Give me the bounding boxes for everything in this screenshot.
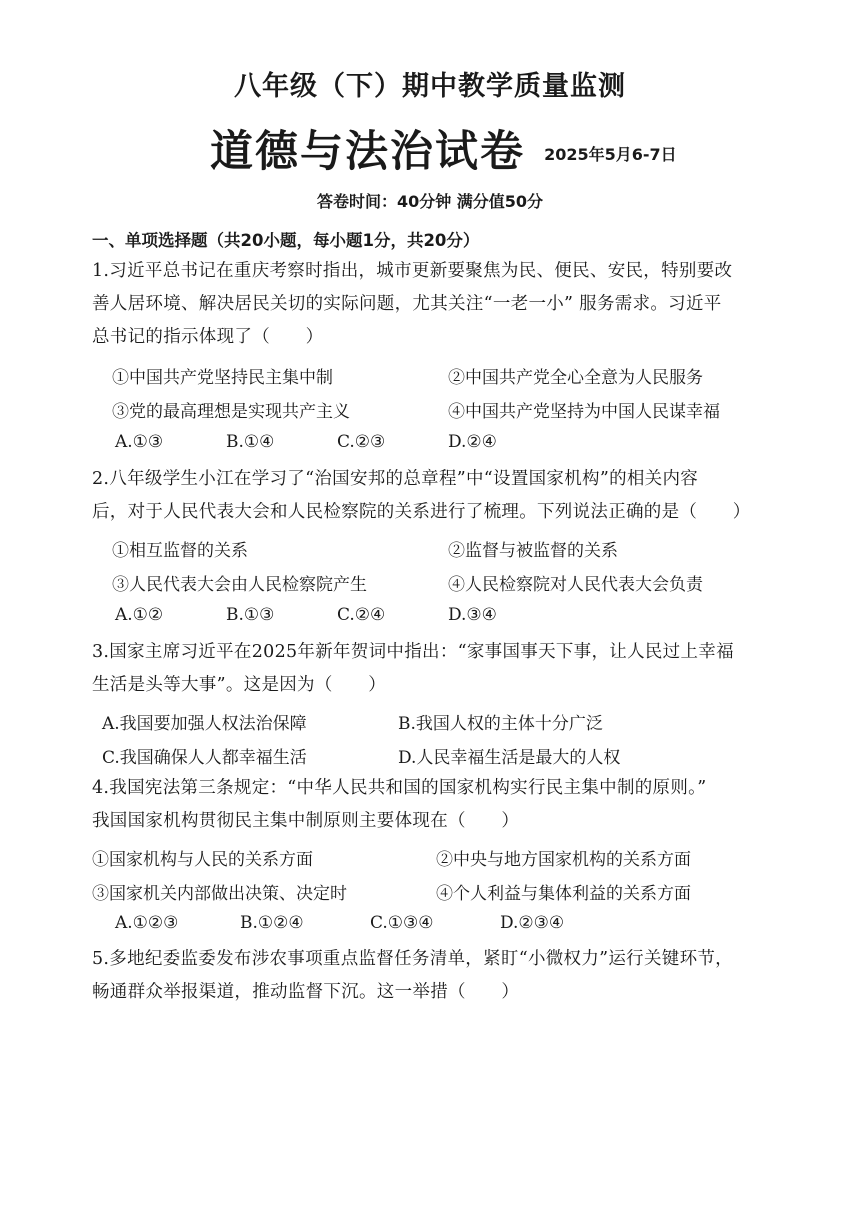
section-heading: 一、单项选择题（共20小题，每小题1分，共20分） — [92, 231, 480, 250]
choice: D.②③④ — [500, 913, 565, 933]
statement: ③国家机关内部做出决策、决定时 — [92, 884, 347, 904]
statement: ①相互监督的关系 — [112, 541, 248, 561]
statement: ④人民检察院对人民代表大会负责 — [448, 575, 703, 595]
choice: D.②④ — [448, 432, 497, 452]
choice: C.②④ — [337, 605, 386, 625]
choice: B.我国人权的主体十分广泛 — [398, 714, 603, 734]
choice: B.①④ — [226, 432, 275, 452]
question-4-stem — [92, 772, 792, 838]
exam-time-info: 答卷时间：40分钟 满分值50分 — [316, 192, 544, 211]
stem-line: 3.国家主席习近平在2025年新年贺词中指出：“家事国事天下事，让人民过上幸福 — [92, 642, 734, 662]
stem-line: 生活是头等大事”。这是因为（ ） — [92, 675, 387, 695]
statement: ②监督与被监督的关系 — [448, 541, 618, 561]
question-1-stem — [92, 255, 792, 354]
exam-date: 2025年5月6-7日 — [544, 145, 677, 164]
question-3-stem — [92, 636, 792, 702]
statement: ④个人利益与集体利益的关系方面 — [436, 884, 691, 904]
choice: C.我国确保人人都幸福生活 — [102, 748, 307, 768]
statement: ③党的最高理想是实现共产主义 — [112, 402, 350, 422]
choice: C.②③ — [337, 432, 386, 452]
stem-line: 1.习近平总书记在重庆考察时指出，城市更新要聚焦为民、便民、安民，特别要改 — [92, 261, 733, 281]
exam-title: 道德与法治试卷 — [210, 127, 525, 177]
stem-line: 畅通群众举报渠道，推动监督下沉。这一举措（ ） — [92, 982, 520, 1002]
statement: ②中国共产党全心全意为人民服务 — [448, 368, 703, 388]
statement: ①国家机构与人民的关系方面 — [92, 850, 313, 870]
choice: A.①③ — [115, 432, 164, 452]
choice: D.③④ — [448, 605, 497, 625]
choice: B.①②④ — [240, 913, 304, 933]
question-5-stem — [92, 943, 792, 1009]
choice: C.①③④ — [370, 913, 434, 933]
choice: A.我国要加强人权法治保障 — [102, 714, 307, 734]
choice: A.①② — [115, 605, 164, 625]
choice: D.人民幸福生活是最大的人权 — [398, 748, 621, 768]
statement: ④中国共产党坚持为中国人民谋幸福 — [448, 402, 720, 422]
stem-line: 后，对于人民代表大会和人民检察院的关系进行了梳理。下列说法正确的是（ ） — [92, 502, 751, 522]
statement: ②中央与地方国家机构的关系方面 — [436, 850, 691, 870]
stem-line: 善人居环境、解决居民关切的实际问题，尤其关注“一老一小” 服务需求。习近平 — [92, 294, 722, 314]
choice: A.①②③ — [115, 913, 179, 933]
stem-line: 5.多地纪委监委发布涉农事项重点监督任务清单，紧盯“小微权力”运行关键环节， — [92, 949, 733, 969]
statement: ③人民代表大会由人民检察院产生 — [112, 575, 367, 595]
stem-line: 总书记的指示体现了（ ） — [92, 327, 324, 347]
question-2-stem — [92, 463, 792, 529]
stem-line: 2.八年级学生小江在学习了“治国安邦的总章程”中“设置国家机构”的相关内容 — [92, 469, 699, 489]
statement: ①中国共产党坚持民主集中制 — [112, 368, 333, 388]
exam-header: 八年级（下）期中教学质量监测 — [234, 71, 626, 102]
exam-title-row — [210, 118, 677, 179]
choice: B.①③ — [226, 605, 275, 625]
stem-line: 4.我国宪法第三条规定：“中华人民共和国的国家机构实行民主集中制的原则。” — [92, 778, 707, 798]
stem-line: 我国国家机构贯彻民主集中制原则主要体现在（ ） — [92, 811, 520, 831]
